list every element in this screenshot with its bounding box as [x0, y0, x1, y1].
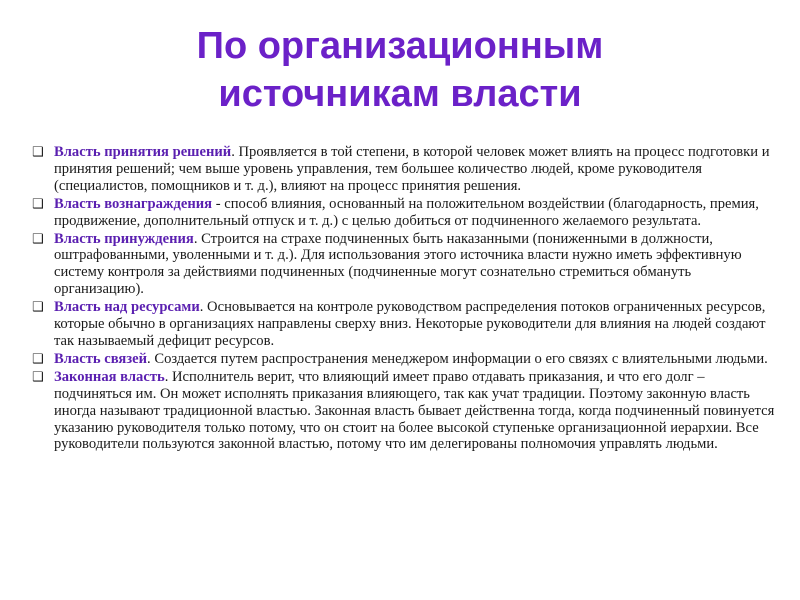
item-text: . Основывается на контроле руководством распределения потоков ограниченных ресурсов, которые обычно в организациях направлены сверху вниз. Некоторые руководители для влияния на людей создают так называемый дефицит ресурсов.: [54, 299, 766, 349]
list-item: [30, 144, 780, 195]
title-line-1: По организационным: [196, 25, 604, 67]
bullet-icon: ❑: [32, 369, 44, 385]
bullet-icon: ❑: [32, 196, 44, 212]
item-text: - способ влияния, основанный на положительном воздействии (благодарность, премия, продвижение, дополнительный отпуск и т. д.) с целью добиться от подчиненного желаемого результата.: [54, 195, 759, 229]
page-title: [0, 22, 800, 118]
list-item: [30, 369, 780, 454]
item-term: Власть принятия решений: [54, 144, 232, 160]
item-term: Законная власть: [54, 368, 165, 385]
bullet-icon: ❑: [32, 300, 44, 316]
bullet-icon: ❑: [32, 351, 44, 367]
list-item: [30, 299, 780, 350]
list-item: [30, 231, 780, 299]
item-text: . Исполнитель верит, что влияющий имеет право отдавать приказания, и что его долг – подчиняться им. Он может исполнять приказания влияющего, так как учат традиции. Поэтому законную власть иногда называют традиционной властью. Законная власть бывает действенна тогда, когда подчиненный повинуется указанию руководителя только потому, что он стоит на более высокой ступеньке организационной иерархии. Все руководители пользуются законной властью, потому что им делегированы полномочия управлять людьми.: [54, 368, 775, 453]
bullet-icon: ❑: [32, 145, 44, 160]
list-item: [30, 351, 780, 368]
item-text: . Создается путем распространения менеджером информации о его связях с влиятельными людьми.: [147, 350, 768, 367]
title-line-2: источникам власти: [218, 73, 582, 115]
item-term: Власть вознаграждения: [54, 195, 213, 212]
item-term: Власть связей: [54, 350, 148, 367]
item-term: Власть принуждения: [54, 230, 194, 247]
bullet-icon: ❑: [32, 231, 44, 247]
item-term: Власть над ресурсами: [54, 299, 200, 316]
item-text: . Проявляется в той степени, в которой человек может влиять на процесс подготовки и принятия решений; чем выше уровень управления, тем большее количество людей, кроме руководителя (специалистов, помощников и т. д.), влияют на процесс принятия решения.: [54, 144, 770, 194]
item-text: . Строится на страхе подчиненных быть наказанными (пониженными в должности, оштрафованными, уволенными и т. д.). Для использования этого источника власти нужно иметь эффективную систему контроля за действиями подчиненных (подчиненные могут сознательно стремиться обмануть организацию).: [54, 230, 742, 298]
list-item: [30, 196, 780, 230]
bullet-list: [30, 144, 780, 454]
